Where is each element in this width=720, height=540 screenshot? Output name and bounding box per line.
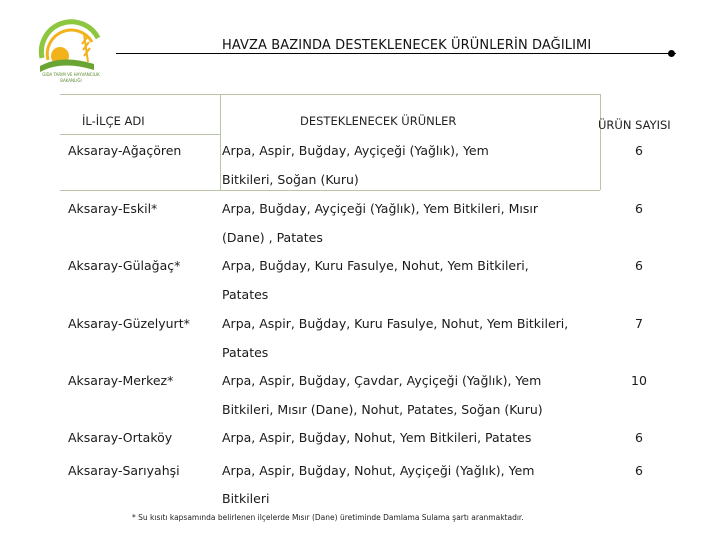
page-title: HAVZA BAZINDA DESTEKLENECEK ÜRÜNLERİN DAĞILIMI — [222, 38, 592, 53]
logo-field — [40, 59, 94, 72]
logo-caption-line2: BAKANLIĞI — [60, 78, 82, 83]
count-cell: 6 — [635, 258, 643, 273]
products-cell-line1: Arpa, Buğday, Ayçiçeği (Yağlık), Yem Bitkileri, Mısır — [222, 201, 538, 216]
district-cell: Aksaray-Sarıyahşi — [68, 463, 180, 478]
district-cell: Aksaray-Gülağaç* — [68, 258, 181, 273]
count-cell: 7 — [635, 316, 643, 331]
footnote: * Su kısıtı kapsamında belirlenen ilçelerde Mısır (Dane) üretiminde Damlama Sulama şartı aranmaktadır. — [132, 513, 524, 522]
district-cell: Aksaray-Ortaköy — [68, 430, 173, 445]
district-cell: Aksaray-Merkez* — [68, 373, 174, 388]
products-cell-line2: Bitkileri — [222, 491, 270, 506]
products-cell-line1: Arpa, Aspir, Buğday, Çavdar, Ayçiçeği (Yağlık), Yem — [222, 373, 542, 388]
products-cell-line1: Arpa, Aspir, Buğday, Kuru Fasulye, Nohut, Yem Bitkileri, — [222, 316, 569, 331]
products-cell-line2: Patates — [222, 287, 269, 302]
products-cell-line1: Arpa, Aspir, Buğday, Ayçiçeği (Yağlık), Yem — [222, 143, 489, 158]
col-divider-2 — [600, 94, 601, 190]
header-top-line — [60, 94, 600, 95]
logo-caption-line1: GIDA TARIM VE HAYVANCILIK — [42, 72, 100, 77]
district-cell: Aksaray-Güzelyurt* — [68, 316, 190, 331]
header-products: DESTEKLENECEK ÜRÜNLER — [300, 114, 457, 128]
logo-caption — [36, 72, 106, 84]
products-cell-line2: Bitkileri, Mısır (Dane), Nohut, Patates, Soğan (Kuru) — [222, 402, 543, 417]
header-count: ÜRÜN SAYISI — [598, 118, 671, 132]
header-district: İL-İLÇE ADI — [82, 114, 145, 128]
header-bottom-line — [60, 134, 220, 135]
products-cell-line2: Bitkileri, Soğan (Kuru) — [222, 172, 359, 187]
district-cell: Aksaray-Ağaçören — [68, 143, 182, 158]
products-cell-line2: Patates — [222, 345, 269, 360]
products-cell-line2: (Dane) , Patates — [222, 230, 323, 245]
district-cell: Aksaray-Eskil* — [68, 201, 158, 216]
products-cell-line1: Arpa, Buğday, Kuru Fasulye, Nohut, Yem Bitkileri, — [222, 258, 529, 273]
count-cell: 6 — [635, 463, 643, 478]
count-cell: 6 — [635, 201, 643, 216]
count-cell: 10 — [631, 373, 647, 388]
count-cell: 6 — [635, 143, 643, 158]
products-cell-line1: Arpa, Aspir, Buğday, Nohut, Yem Bitkileri, Patates — [222, 430, 532, 445]
title-bullet — [668, 50, 675, 57]
title-underline — [116, 53, 676, 54]
row-divider-1 — [60, 190, 600, 191]
products-cell-line1: Arpa, Aspir, Buğday, Nohut, Ayçiçeği (Yağlık), Yem — [222, 463, 535, 478]
col-divider-1 — [220, 94, 221, 190]
count-cell: 6 — [635, 430, 643, 445]
